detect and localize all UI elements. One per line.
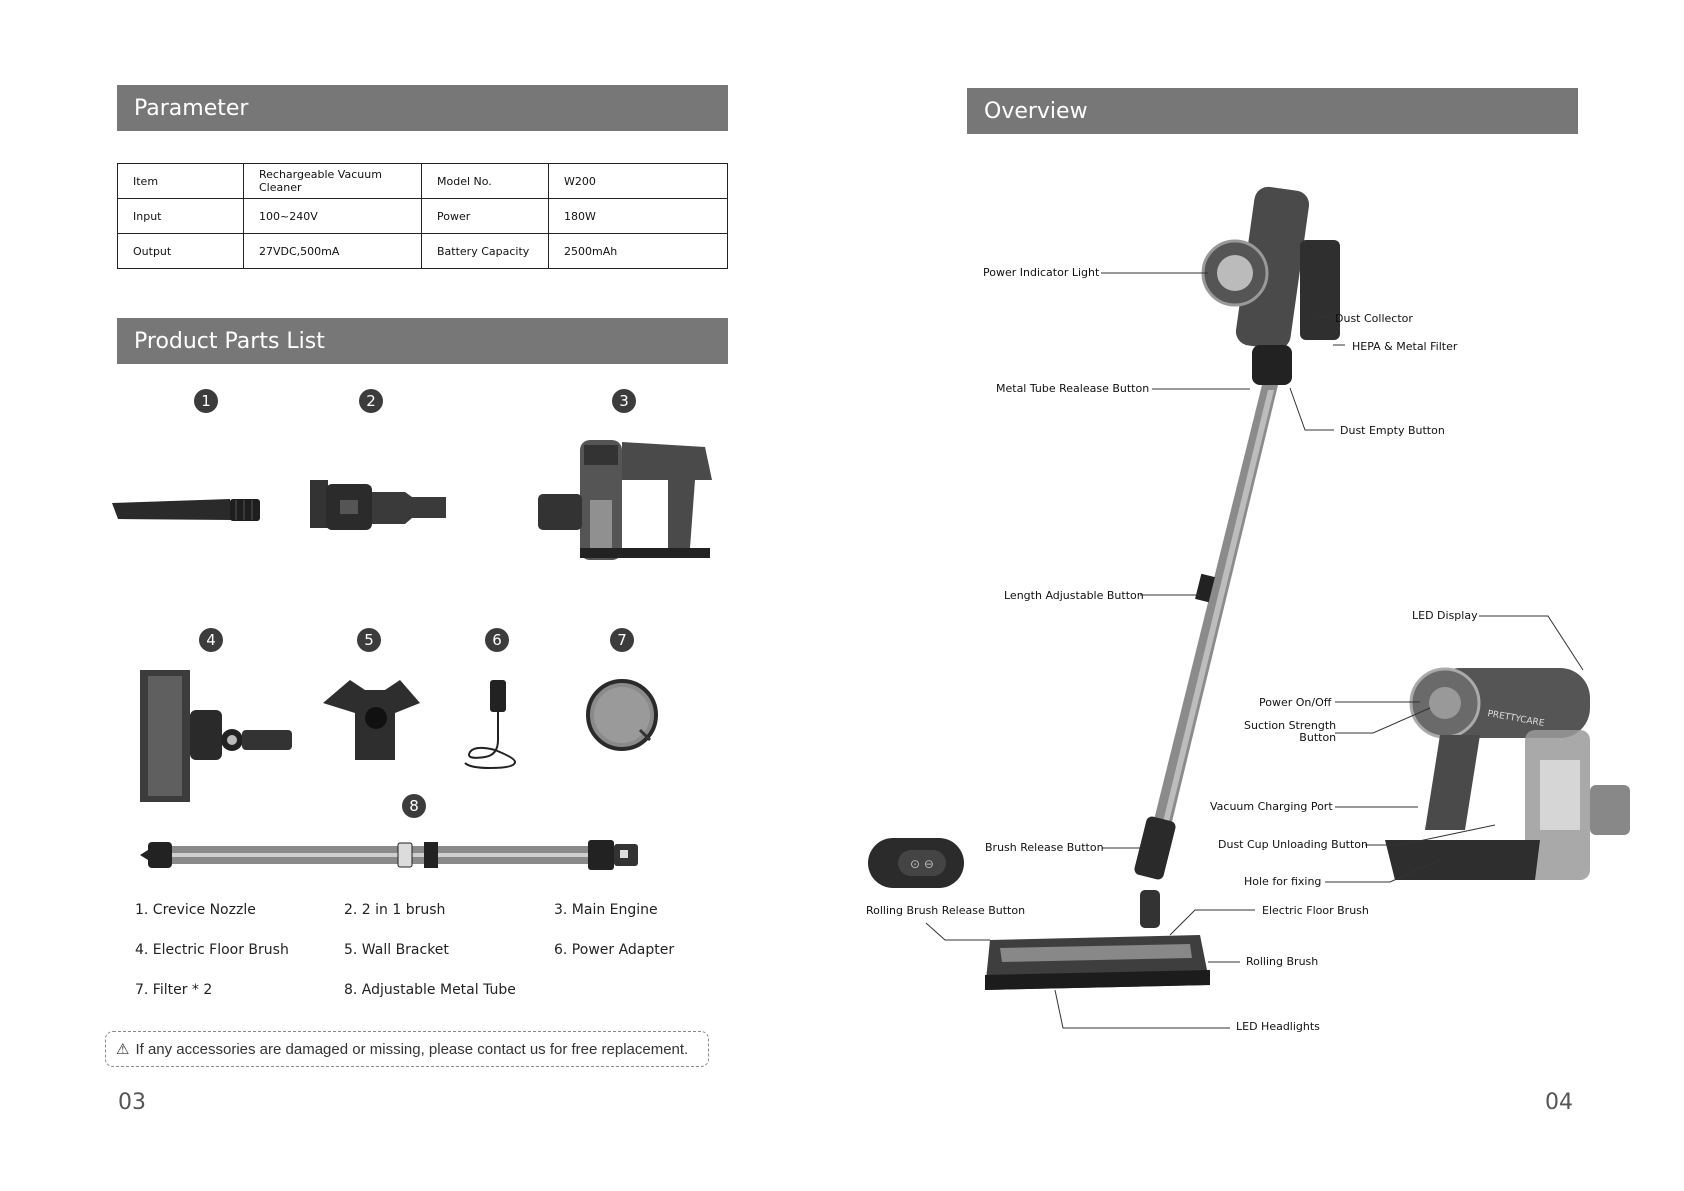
callout-hole-fixing: Hole for fixing	[1244, 875, 1322, 888]
brand-logo: PRETTYCARE	[1486, 709, 1546, 729]
callout-led-display: LED Display	[1412, 609, 1478, 622]
svg-text:⊙ ⊖: ⊙ ⊖	[910, 857, 934, 871]
callout-led-headlights: LED Headlights	[1236, 1020, 1320, 1033]
callout-vacuum-charging: Vacuum Charging Port	[1210, 800, 1333, 813]
callout-suction-strength	[1244, 720, 1336, 744]
part-label-2: 2. 2 in 1 brush	[344, 902, 446, 918]
part-label-7: 7. Filter * 2	[135, 982, 213, 998]
badge-2: 2	[359, 389, 383, 413]
callout-power-onoff: Power On/Off	[1259, 696, 1332, 709]
table-cell: Input	[118, 199, 244, 234]
table-cell: 27VDC,500mA	[244, 234, 422, 269]
part-label-3: 3. Main Engine	[554, 902, 658, 918]
badge-6: 6	[485, 628, 509, 652]
callout-dust-cup-unloading: Dust Cup Unloading Button	[1218, 838, 1368, 851]
notice-text: If any accessories are damaged or missing, please contact us for free replacement.	[135, 1040, 689, 1058]
table-cell: Battery Capacity	[422, 234, 549, 269]
table-cell: Rechargeable Vacuum Cleaner	[244, 164, 422, 199]
table-cell: 180W	[549, 199, 728, 234]
callout-length-adjustable: Length Adjustable Button	[1004, 589, 1144, 602]
overview-title: Overview	[984, 98, 1088, 124]
callout-power-indicator: Power Indicator Light	[983, 266, 1100, 279]
parameter-title: Parameter	[134, 95, 249, 121]
table-cell: 100~240V	[244, 199, 422, 234]
part-label-1: 1. Crevice Nozzle	[135, 902, 256, 918]
callout-suction-strength-line1: Suction Strength	[1244, 719, 1337, 732]
warning-icon: ⚠	[116, 1041, 130, 1058]
badge-1: 1	[194, 389, 218, 413]
callout-hepa: HEPA & Metal Filter	[1352, 340, 1458, 353]
callout-rolling-brush-release: Rolling Brush Release Button	[866, 904, 1026, 917]
table-cell: Output	[118, 234, 244, 269]
callout-dust-collector: Dust Collector	[1335, 312, 1413, 325]
callout-suction-strength-line2: Button	[1299, 731, 1337, 744]
part-label-5: 5. Wall Bracket	[344, 942, 449, 958]
table-cell: 2500mAh	[549, 234, 728, 269]
rolling-brush-release-detail	[868, 838, 964, 888]
table-cell: Power	[422, 199, 549, 234]
callout-brush-release: Brush Release Button	[985, 841, 1104, 854]
stick-vacuum-image	[985, 185, 1340, 990]
callout-dust-empty: Dust Empty Button	[1340, 424, 1445, 437]
badge-4: 4	[199, 628, 223, 652]
badge-7: 7	[610, 628, 634, 652]
part-label-6: 6. Power Adapter	[554, 942, 675, 958]
part-label-8: 8. Adjustable Metal Tube	[344, 982, 516, 998]
part-label-4: 4. Electric Floor Brush	[135, 942, 289, 958]
page-number-right: 04	[1545, 1090, 1573, 1115]
badge-8: 8	[402, 794, 426, 818]
callout-metal-tube-release: Metal Tube Realease Button	[996, 382, 1150, 395]
table-cell: Item	[118, 164, 244, 199]
table-cell: W200	[549, 164, 728, 199]
badge-3: 3	[612, 389, 636, 413]
page-number-left: 03	[118, 1090, 146, 1115]
callout-rolling-brush: Rolling Brush	[1246, 955, 1319, 968]
badge-5: 5	[357, 628, 381, 652]
table-cell: Model No.	[422, 164, 549, 199]
handheld-detail-image	[1385, 668, 1630, 880]
callout-electric-floor-brush: Electric Floor Brush	[1262, 904, 1369, 917]
parts-title: Product Parts List	[134, 328, 325, 354]
